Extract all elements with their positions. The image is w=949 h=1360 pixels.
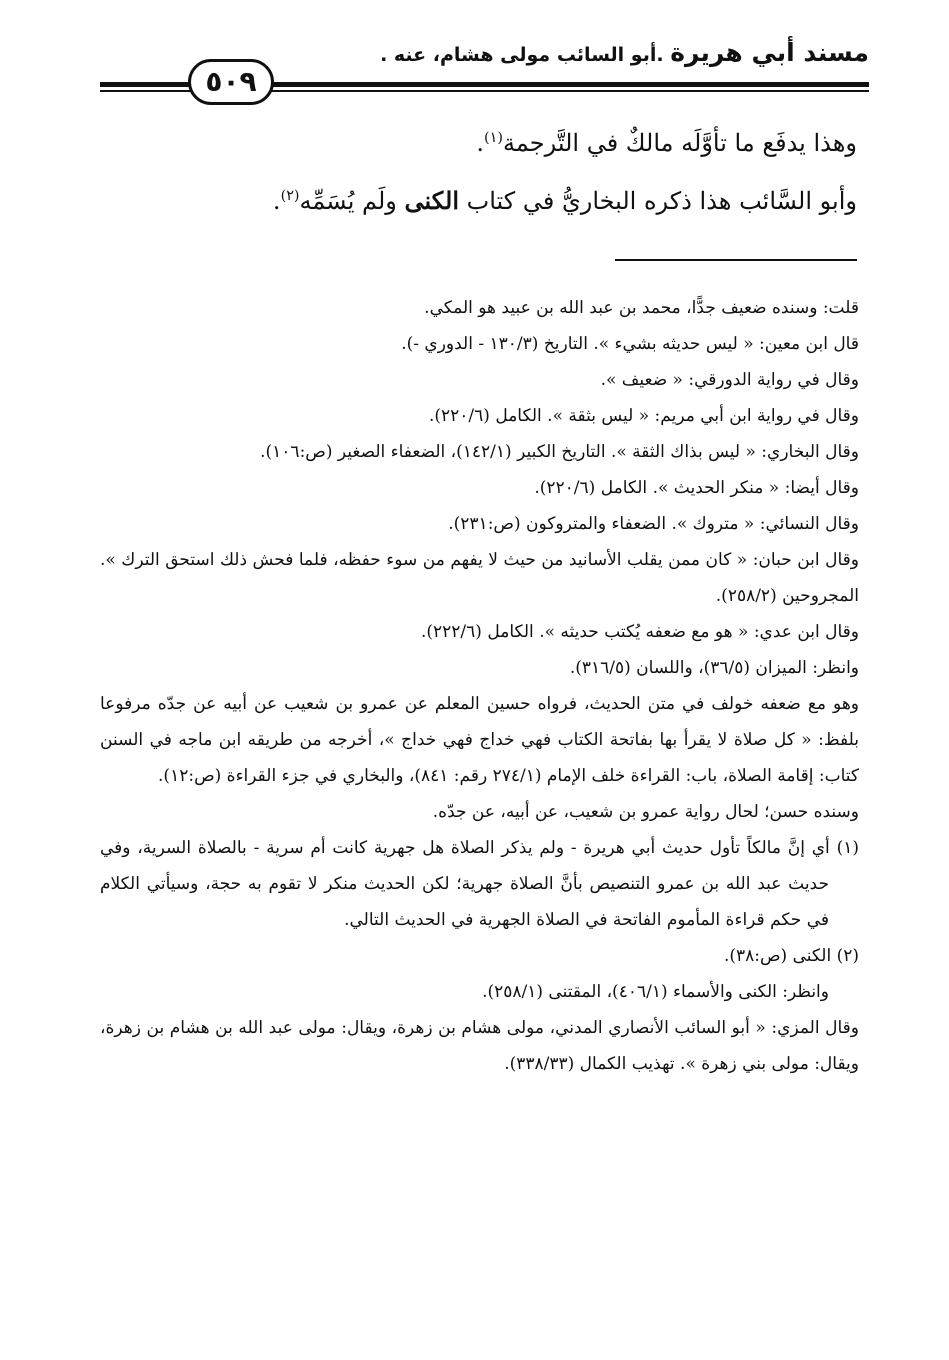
footnote-paragraph: وانظر: الكنى والأسماء (٤٠٦/١)، المقتنى (٢٥٨/١).: [482, 982, 829, 1002]
page-number: ٥٠٩: [188, 59, 274, 105]
footnote-paragraph: وقال أيضا: « منكر الحديث ». الكامل (٢٢٠/٦).: [534, 478, 859, 498]
footnote-paragraph: وقال في رواية الدورقي: « ضعيف ».: [600, 370, 859, 390]
main-text: [92, 128, 857, 244]
running-title: [380, 38, 869, 70]
footnote-paragraph: وقال ابن عدي: « هو مع ضعفه يُكتب حديثه ». الكامل (٢٢٢/٦).: [420, 622, 859, 642]
main-line-2: وأبو السَّائب هذا ذكره البخاريُّ في كتاب الكنى ولَم يُسَمِّه$^{(٢)}$.: [272, 186, 857, 215]
footnote-2: (٢) الكنى (ص:٣٨).: [723, 946, 859, 966]
footnote-paragraph: وهو مع ضعفه خولف في متن الحديث، فرواه حسين المعلم عن عمرو بن شعيب عن أبيه عن جدّه مرفوعا بلفظ: « كل صلاة لا يقرأ بها بفاتحة الكتاب فهي خداج فهي خداج »، أخرجه من طريقه ابن ماجه في السنن كتاب: إقامة الصلاة، باب: القراءة خلف الإمام (٢٧٤/١ رقم: ٨٤١)، والبخاري في جزء القراءة (ص:١٢).: [100, 694, 859, 786]
running-title-main: مسند أبي هريرة: [670, 38, 869, 67]
footnote-paragraph: وسنده حسن؛ لحال رواية عمرو بن شعيب، عن أبيه، عن جدّه.: [432, 802, 859, 822]
page-header: [100, 38, 869, 108]
footnotes: [100, 290, 859, 1082]
running-title-sub: .أبو السائب مولى هشام، عنه .: [380, 44, 671, 66]
footnote-paragraph: وقال البخاري: « ليس بذاك الثقة ». التاريخ الكبير (١٤٢/١)، الضعفاء الصغير (ص:١٠٦).: [260, 442, 859, 462]
main-line-1: وهذا يدفَع ما تأوَّلَه مالكٌ في التَّرجمة$^{(١)}$.: [476, 129, 857, 157]
footnote-paragraph: قال ابن معين: « ليس حديثه بشيء ». التاريخ (١٣٠/٣ - الدوري -).: [401, 334, 859, 354]
footnote-paragraph: وقال المزي: « أبو السائب الأنصاري المدني، مولى هشام بن زهرة، ويقال: مولى عبد الله بن هشام بن زهرة، ويقال: مولى بني زهرة ». تهذيب الكمال (٣٣٨/٣٣).: [100, 1018, 859, 1074]
footnote-ref-2: (٢): [280, 188, 300, 204]
footnote-separator: [615, 259, 857, 261]
footnote-paragraph: وقال في رواية ابن أبي مريم: « ليس بثقة ». الكامل (٢٢٠/٦).: [428, 406, 859, 426]
footnote-ref-1: (١): [484, 130, 504, 146]
footnote-paragraph: وانظر: الميزان (٣٦/٥)، واللسان (٣١٦/٥).: [569, 658, 859, 678]
book-title-kuna: الكنى: [404, 186, 459, 215]
footnote-1: (١) أي إنَّ مالكاً تأول حديث أبي هريرة - ولم يذكر الصلاة هل جهرية كانت أم سرية - بالصلاة السرية، وفي حديث عبد الله بن عمرو التنصيص بأنَّ الصلاة جهرية؛ لكن الحديث منكر لا تقوم به حجة، وسيأتي الكلام في حكم قراءة المأموم الفاتحة في الصلاة الجهرية في الحديث التالي.: [100, 838, 859, 930]
footnote-paragraph: قلت: وسنده ضعيف جدًّا، محمد بن عبد الله بن عبيد هو المكي.: [424, 298, 859, 318]
footnote-paragraph: وقال النسائي: « متروك ». الضعفاء والمتروكون (ص:٢٣١).: [448, 514, 859, 534]
footnote-paragraph: وقال ابن حبان: « كان ممن يقلب الأسانيد من حيث لا يفهم من سوء حفظه، فلما فحش ذلك استحق الترك ». المجروحين (٢٥٨/٢).: [100, 550, 859, 606]
